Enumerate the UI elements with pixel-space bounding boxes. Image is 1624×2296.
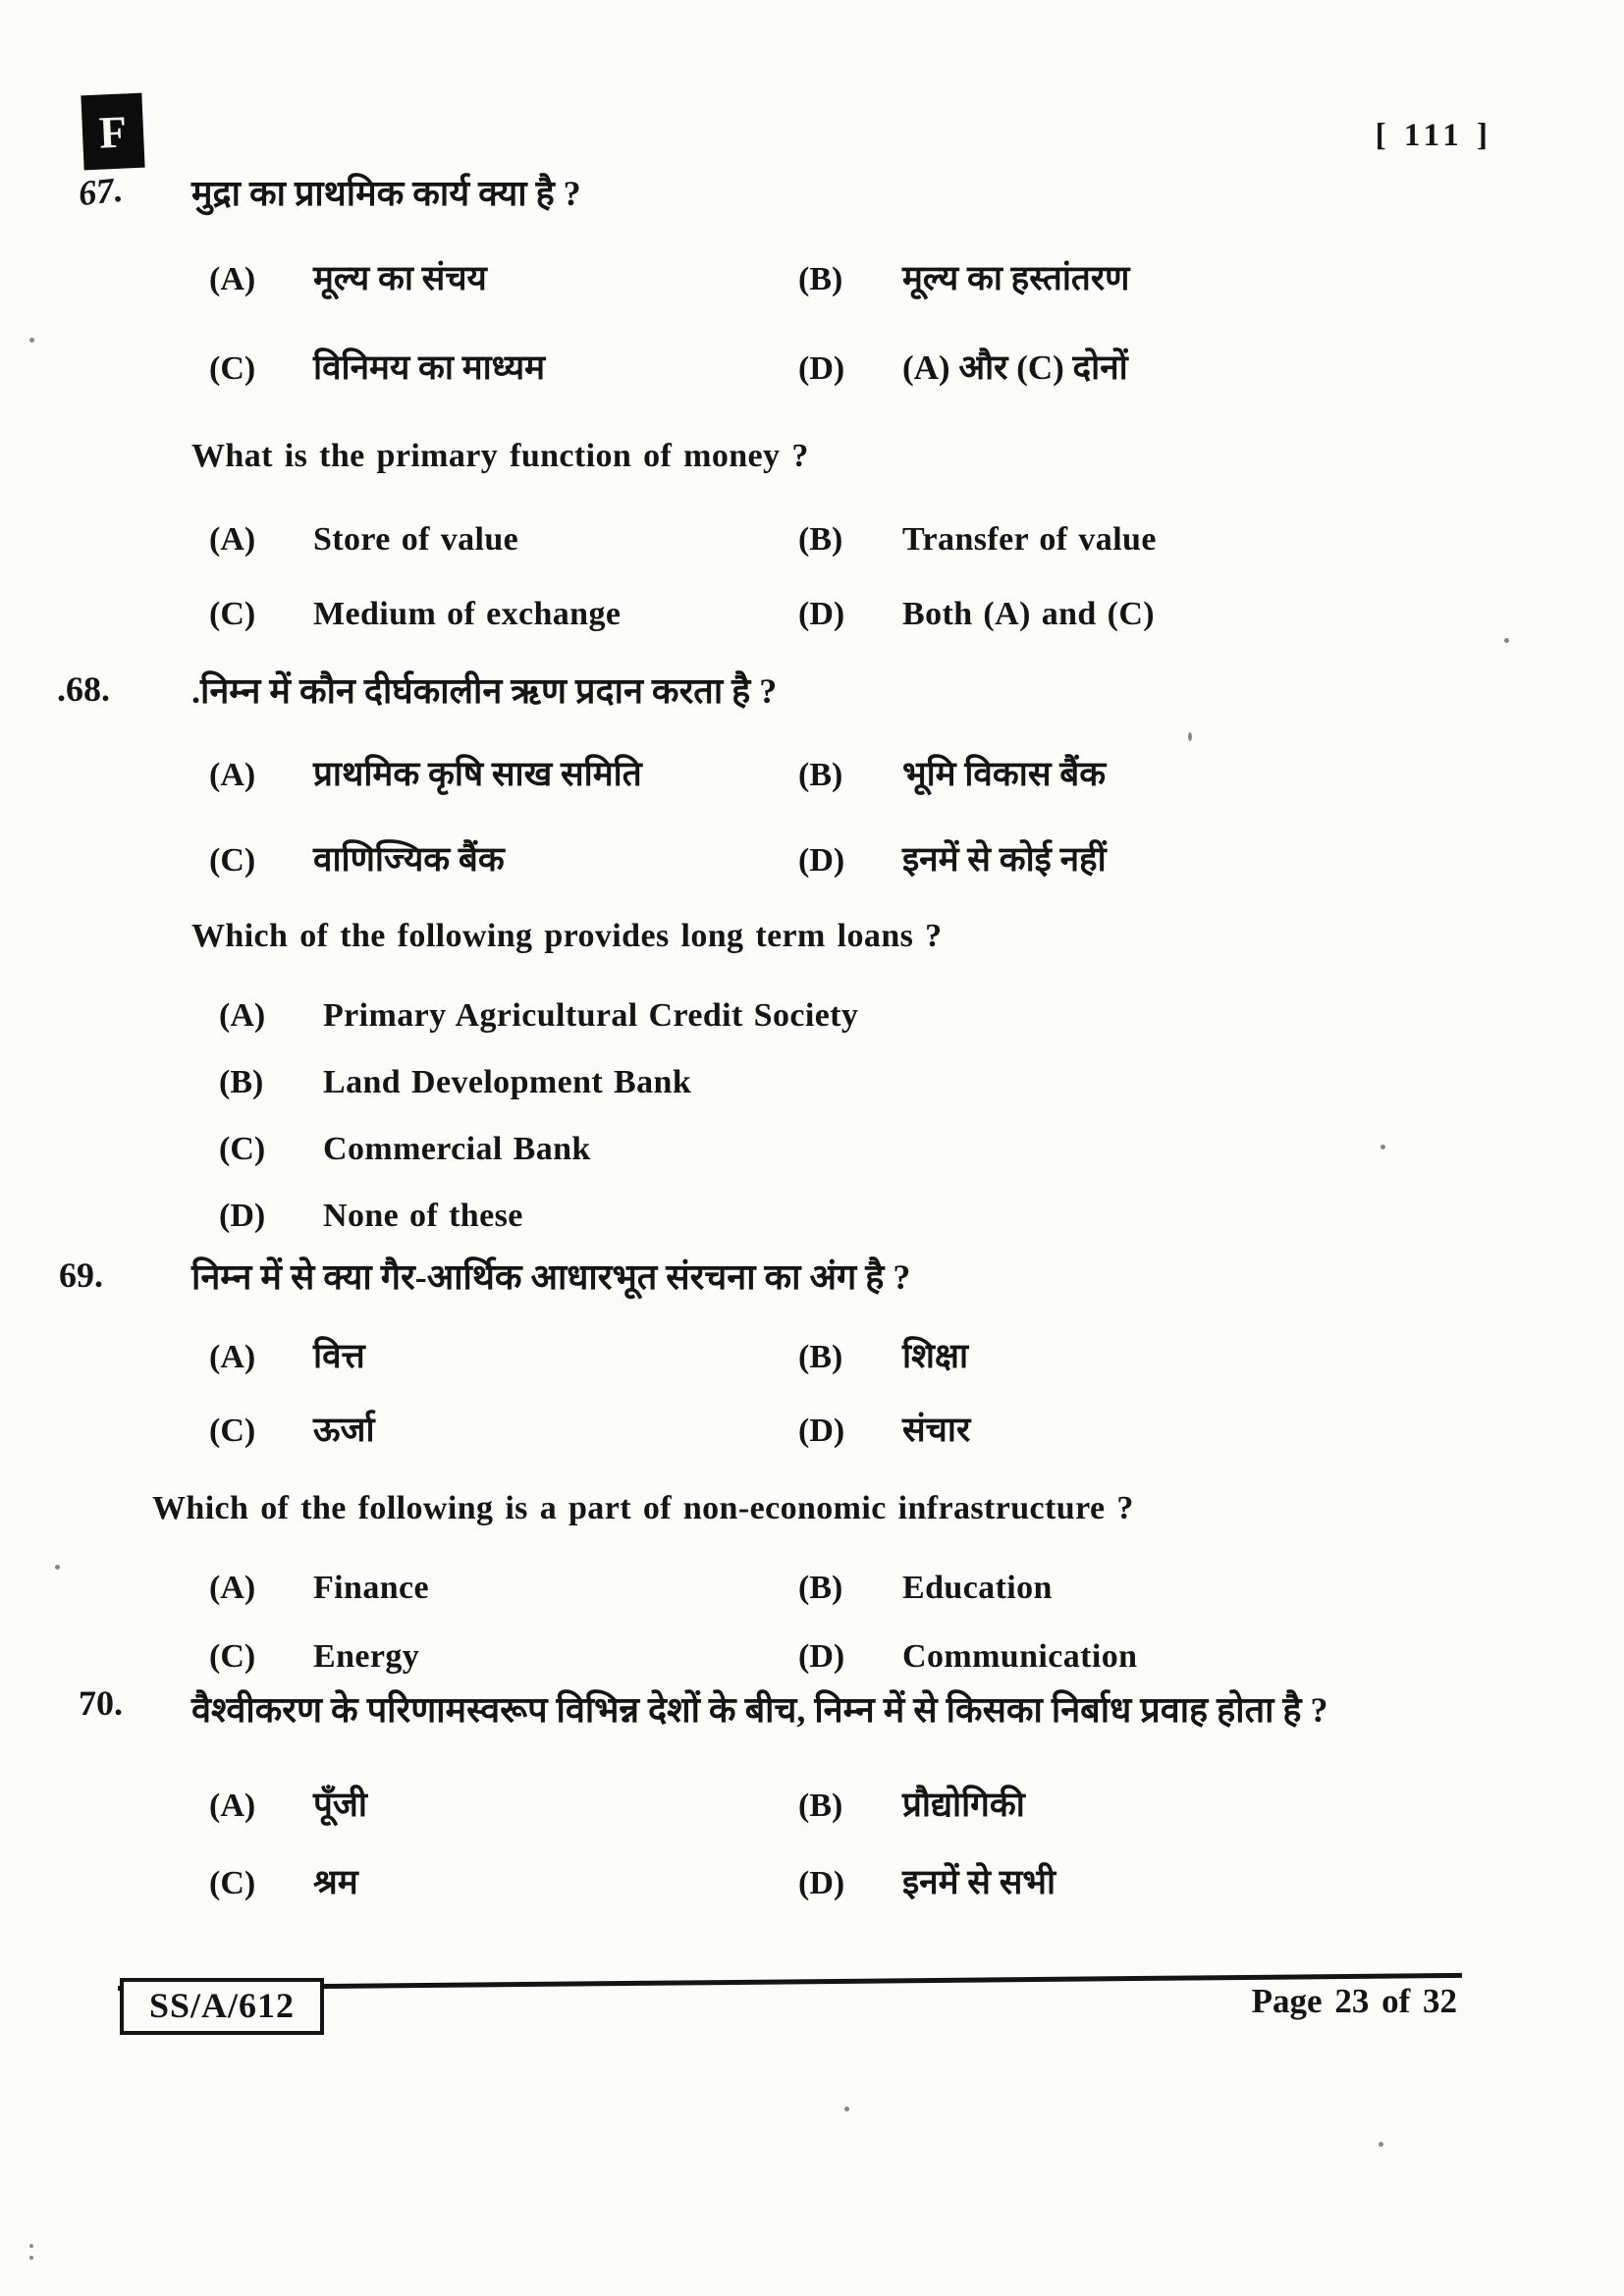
- series-badge: [81, 93, 144, 171]
- option-row: [209, 1858, 798, 1904]
- option-row: [798, 521, 1555, 559]
- question-68: [0, 663, 1624, 1264]
- option-text: (A) और (C) दोनों: [902, 347, 1128, 387]
- option-row: [209, 1570, 798, 1607]
- option-label: (A): [209, 260, 256, 297]
- option-row: [798, 1406, 1555, 1452]
- option-label: (D): [798, 595, 845, 632]
- option-text: Primary Agricultural Credit Society: [323, 996, 859, 1034]
- question-number: 69.: [59, 1255, 103, 1295]
- option-label: (D): [798, 1412, 845, 1449]
- option-text: संचार: [902, 1410, 971, 1449]
- option-row: [209, 344, 798, 390]
- option-row: [219, 997, 1555, 1035]
- option-text: Finance: [313, 1569, 430, 1606]
- option-text: Energy: [313, 1637, 420, 1675]
- page-footer: [0, 1958, 1624, 2076]
- option-label: (C): [219, 1130, 266, 1167]
- question-text-hindi: .निम्न में कौन दीर्घकालीन ऋण प्रदान करता है ?: [191, 671, 778, 711]
- option-text: Transfer of value: [902, 520, 1157, 558]
- option-text: Land Development Bank: [323, 1063, 692, 1100]
- option-text: इनमें से कोई नहीं: [902, 839, 1107, 879]
- option-row: [798, 1332, 1555, 1378]
- option-row: [798, 1858, 1555, 1904]
- option-label: (C): [209, 1412, 256, 1449]
- scan-speck: [1188, 732, 1192, 741]
- question-text-english: Which of the following provides long term loans ?: [191, 917, 943, 954]
- option-label: (A): [219, 996, 266, 1034]
- option-text: विनिमय का माध्यम: [313, 347, 546, 387]
- option-label: (C): [209, 349, 256, 387]
- option-row: [209, 1332, 798, 1378]
- scan-speck: [1379, 2142, 1383, 2147]
- question-text-hindi: वैश्वीकरण के परिणामस्वरूप विभिन्न देशों के बीच, निम्न में से किसका निर्बाध प्रवाह होता है ?: [191, 1690, 1328, 1730]
- options-english: [191, 521, 1555, 633]
- option-row: [798, 1638, 1555, 1676]
- option-row: [209, 254, 798, 300]
- option-row: [798, 596, 1555, 633]
- options-hindi: [191, 750, 1555, 881]
- option-row: [798, 750, 1555, 796]
- option-label: (C): [209, 1637, 256, 1675]
- option-row: [798, 1781, 1555, 1827]
- option-label: (A): [209, 1787, 256, 1824]
- question-number: .68.: [57, 669, 110, 709]
- option-text: इनमें से सभी: [902, 1862, 1056, 1901]
- question-text-english: What is the primary function of money ?: [191, 437, 809, 474]
- option-label: (D): [798, 1864, 845, 1901]
- options-hindi: [191, 1781, 1555, 1904]
- booklet-code: SS/A/612: [120, 1978, 324, 2035]
- option-label: (B): [798, 520, 843, 558]
- option-text: Medium of exchange: [313, 595, 622, 632]
- page-number-ref: [ 111 ]: [1375, 118, 1492, 153]
- option-label: (A): [209, 1569, 256, 1606]
- option-text: Education: [902, 1569, 1053, 1606]
- scan-speck: [1380, 1145, 1385, 1149]
- option-label: (D): [798, 349, 845, 387]
- page-indicator: Page 23 of 32: [1251, 1982, 1457, 2020]
- series-letter: F: [97, 105, 129, 158]
- option-text: मूल्य का संचय: [313, 258, 487, 297]
- option-row: [219, 1131, 1555, 1168]
- option-label: (B): [798, 1569, 843, 1606]
- option-label: (D): [798, 841, 845, 879]
- option-label: (A): [209, 1338, 256, 1375]
- option-row: [798, 835, 1555, 881]
- options-hindi: [191, 1332, 1555, 1452]
- option-text: मूल्य का हस्तांतरण: [902, 258, 1130, 297]
- option-text: पूँजी: [313, 1785, 367, 1824]
- options-hindi: [191, 254, 1555, 390]
- option-text: वित्त: [313, 1336, 365, 1375]
- option-text: Communication: [902, 1637, 1138, 1675]
- option-label: (A): [209, 756, 256, 793]
- option-label: (D): [219, 1197, 266, 1234]
- scan-speck: [29, 338, 34, 343]
- option-label: (B): [219, 1063, 264, 1100]
- option-label: (B): [798, 1787, 843, 1824]
- option-text: Store of value: [313, 520, 519, 558]
- option-label: (D): [798, 1637, 845, 1675]
- option-row: [209, 596, 798, 633]
- question-text-hindi: मुद्रा का प्राथमिक कार्य क्या है ?: [191, 174, 581, 213]
- scan-speck: [1504, 638, 1509, 643]
- question-number: 70.: [79, 1683, 123, 1723]
- question-70: [0, 1677, 1624, 1904]
- option-row: [798, 1570, 1555, 1607]
- option-label: (C): [209, 1864, 256, 1901]
- option-row: [219, 1198, 1555, 1235]
- option-text: None of these: [323, 1197, 523, 1234]
- option-label: (C): [209, 841, 256, 879]
- option-text: शिक्षा: [902, 1336, 969, 1375]
- option-row: [209, 1406, 798, 1452]
- option-row: [209, 750, 798, 796]
- option-row: [798, 254, 1555, 300]
- option-row: [798, 344, 1555, 390]
- option-label: (B): [798, 260, 843, 297]
- question-69: [0, 1249, 1624, 1676]
- option-label: (B): [798, 756, 843, 793]
- options-english: [191, 1570, 1555, 1676]
- options-english: [191, 997, 1555, 1235]
- option-label: (B): [798, 1338, 843, 1375]
- option-row: [209, 1638, 798, 1676]
- question-text-english: Which of the following is a part of non-economic infrastructure ?: [152, 1489, 1134, 1526]
- option-label: (A): [209, 520, 256, 558]
- option-text: प्रौद्योगिकी: [902, 1785, 1025, 1824]
- option-row: [219, 1064, 1555, 1101]
- question-number: 67.: [77, 169, 125, 214]
- option-text: Commercial Bank: [323, 1130, 591, 1167]
- scan-speck: [29, 2244, 33, 2248]
- scan-speck: [55, 1565, 60, 1570]
- option-text: भूमि विकास बैंक: [902, 754, 1107, 793]
- option-text: प्राथमिक कृषि साख समिति: [313, 754, 642, 793]
- option-row: [209, 1781, 798, 1827]
- scan-speck: [844, 2107, 849, 2111]
- question-67: [0, 165, 1624, 633]
- question-text-hindi: निम्न में से क्या गैर-आर्थिक आधारभूत संरचना का अंग है ?: [191, 1257, 911, 1297]
- option-text: Both (A) and (C): [902, 595, 1156, 632]
- option-text: वाणिज्यिक बैंक: [313, 839, 505, 879]
- option-text: श्रम: [313, 1862, 358, 1901]
- option-row: [209, 835, 798, 881]
- scan-speck: [29, 2256, 33, 2260]
- option-text: ऊर्जा: [313, 1410, 375, 1449]
- option-row: [209, 521, 798, 559]
- option-label: (C): [209, 595, 256, 632]
